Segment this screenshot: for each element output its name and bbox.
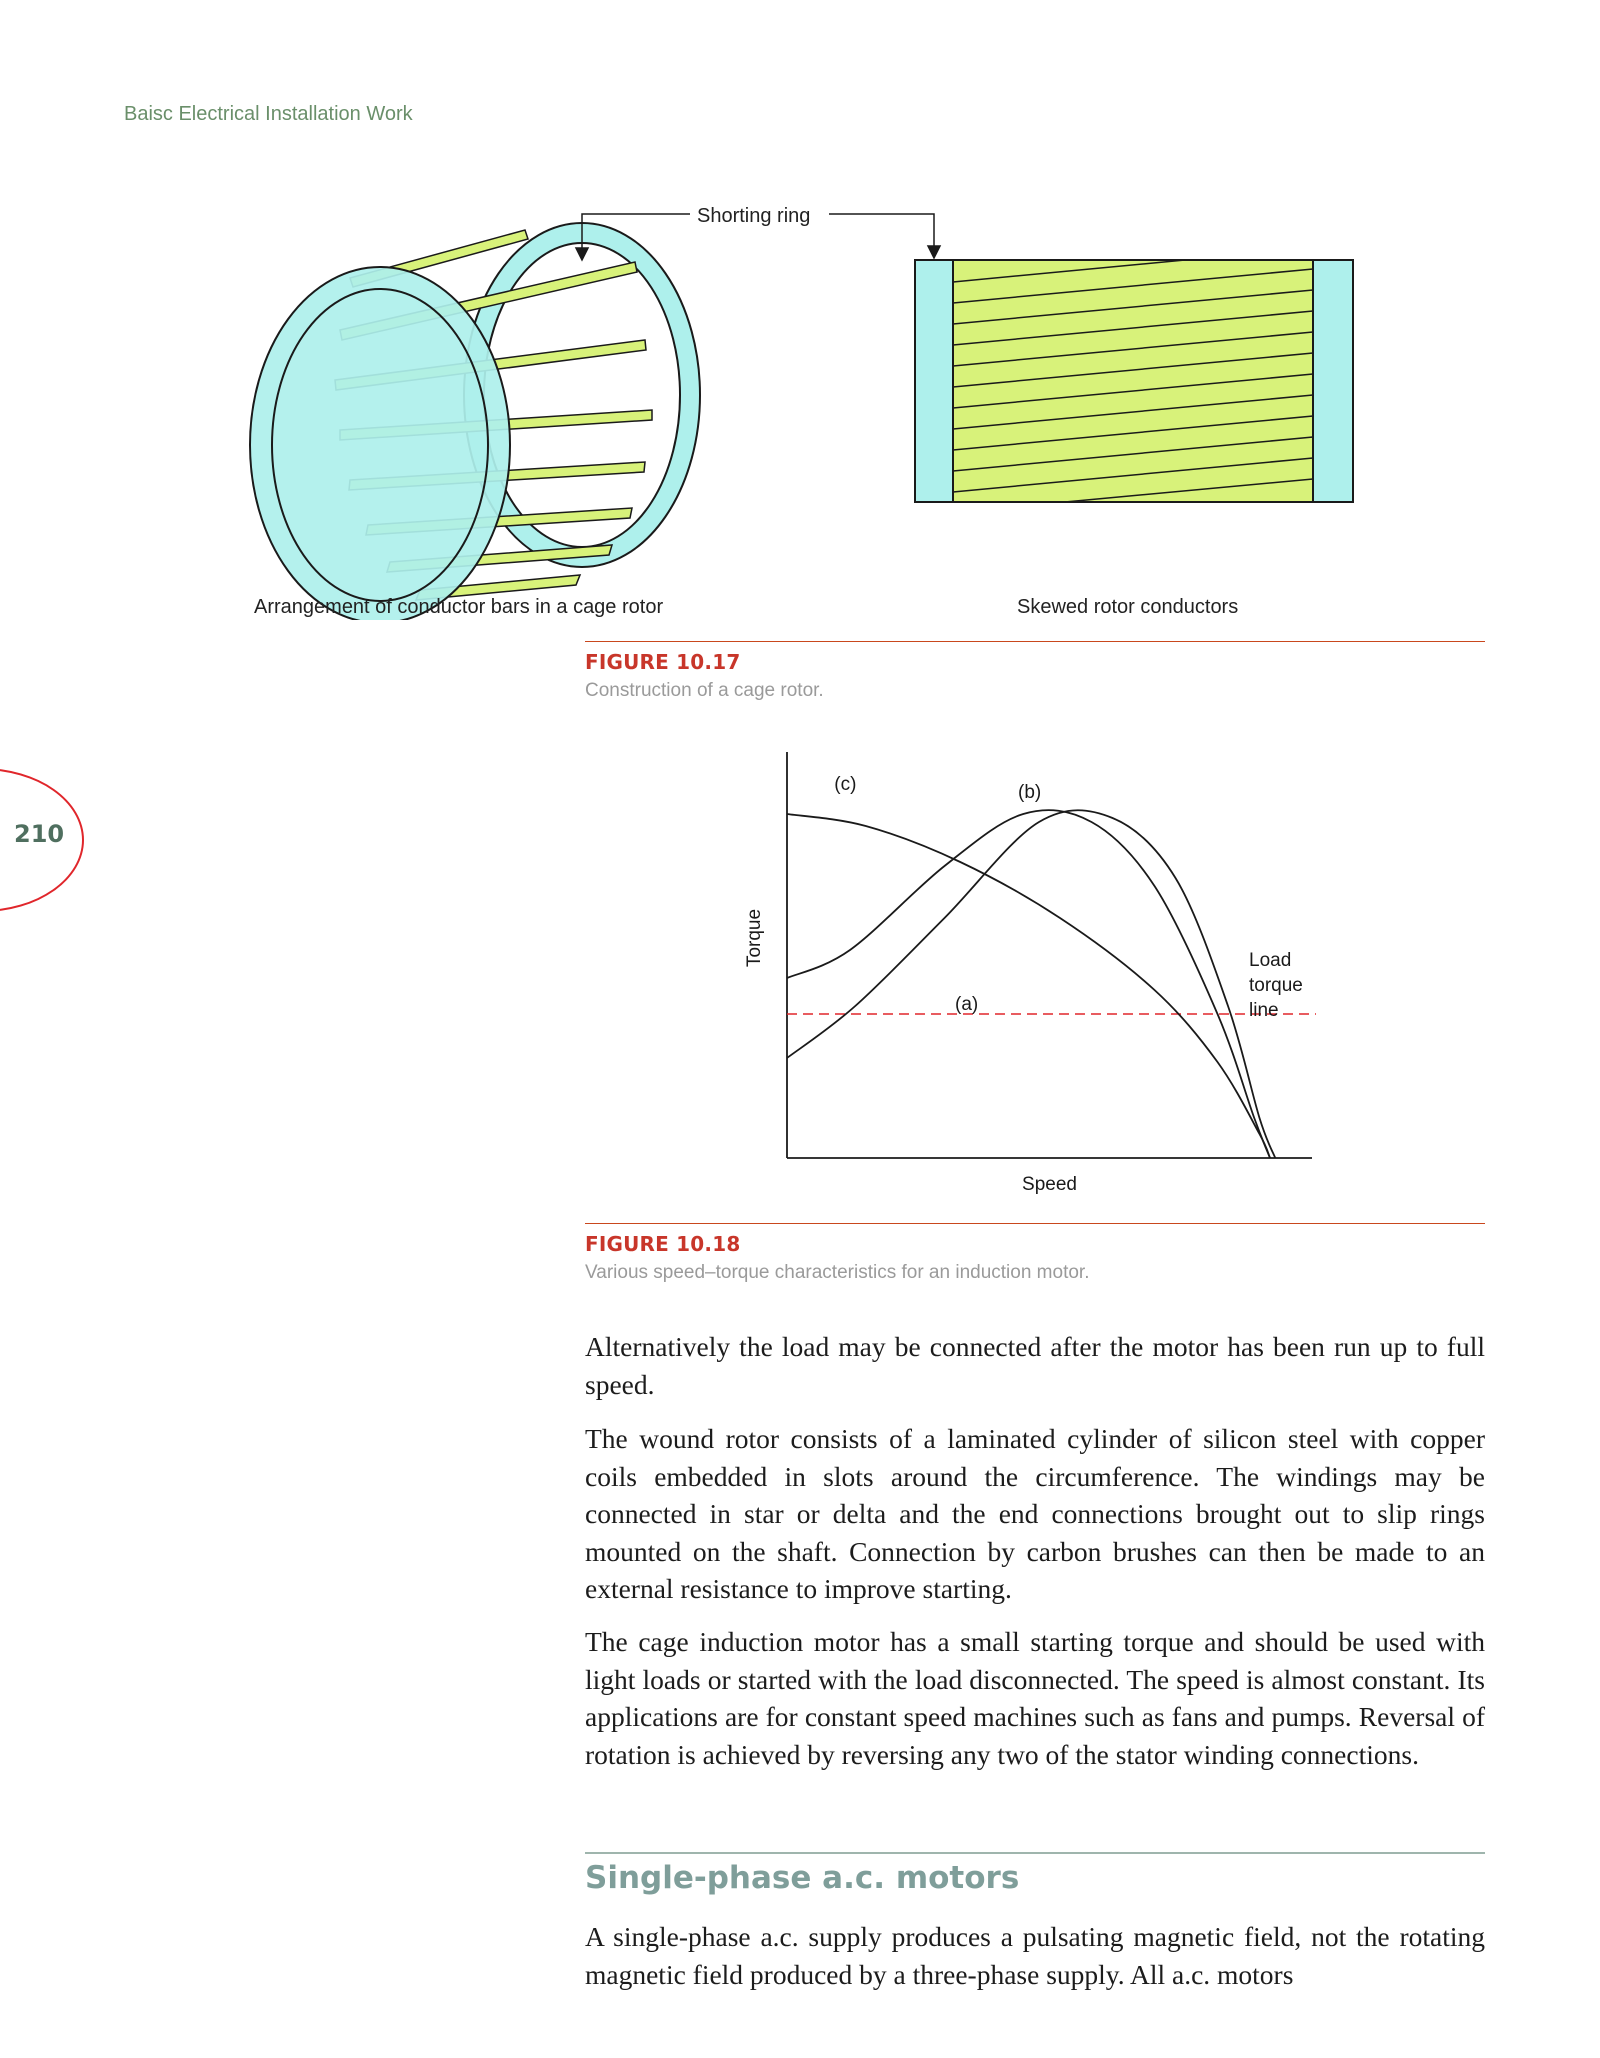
page-number: 210 [14,820,65,848]
body-paragraph: The cage induction motor has a small starting torque and should be used with light loads or started with the load disconnected. The speed is almost constant. Its applications are for constant speed machines such as fans and pumps. Reversal of rotation is achieved by reversing any two of the stator winding connections. [585,1626,1485,1770]
load-torque-label: Load [1249,950,1292,971]
curve-label: (c) [834,774,857,795]
speed-torque-chart [740,740,1340,1210]
cage-rotor-label: Arrangement of conductor bars in a cage rotor [254,596,664,618]
figure-caption: Construction of a cage rotor. [585,680,824,701]
section-rule [585,1852,1485,1854]
skewed-rotor-label: Skewed rotor conductors [1017,596,1239,618]
load-torque-label: torque [1249,975,1303,996]
shorting-ring-label: Shorting ring [697,205,811,227]
figure-number: FIGURE 10.17 [585,650,741,674]
load-torque-label: line [1249,1000,1279,1021]
body-paragraph: Alternatively the load may be connected after the motor has been run up to full speed. [585,1331,1485,1400]
y-axis-label: Torque [744,908,765,968]
curve-b [787,810,1270,1158]
cage-rotor-diagram [240,190,1380,620]
curve-a [787,810,1275,1158]
section-heading: Single-phase a.c. motors [585,1860,1020,1896]
x-axis-label: Speed [1022,1174,1077,1195]
section-paragraph: A single-phase a.c. supply produces a pulsating magnetic field, not the rotating magnetic field produced by a three-phase supply. All a.c. motors [585,1921,1485,1990]
body-paragraph: The wound rotor consists of a laminated cylinder of silicon steel with copper coils embedded in slots around the circumference. The windings may be connected in star or delta and the end connections brought out to slip rings mounted on the shaft. Connection by carbon brushes can then be made to an external resistance to improve starting. [585,1423,1485,1604]
figure-rule [585,1223,1485,1224]
figure-caption: Various speed–torque characteristics for an induction motor. [585,1262,1090,1283]
skewed-rotor [915,260,1353,502]
curve-c [787,814,1270,1158]
curve-label: (b) [1018,782,1042,803]
running-head: Baisc Electrical Installation Work [124,103,413,125]
figure-rule [585,641,1485,642]
figure-number: FIGURE 10.18 [585,1232,741,1256]
front-shorting-ring [250,267,510,620]
curve-label: (a) [955,994,979,1015]
